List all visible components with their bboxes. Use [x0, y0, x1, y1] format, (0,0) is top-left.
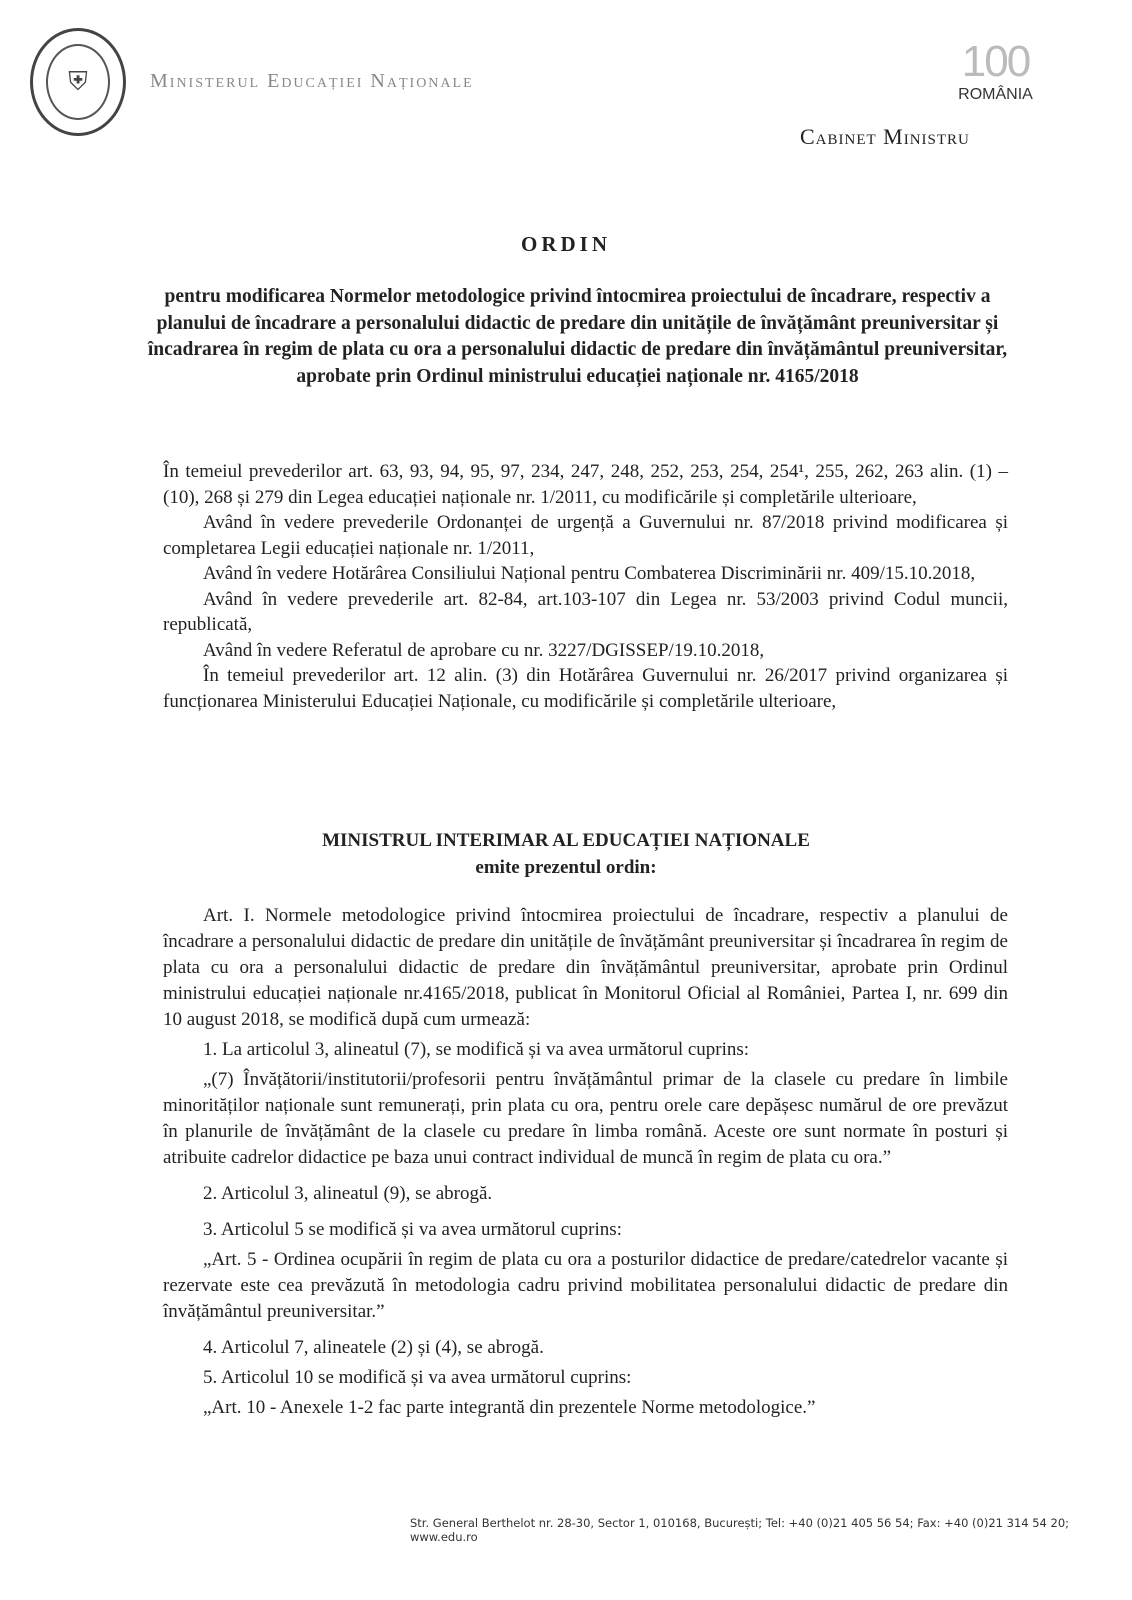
centenary-logo: [948, 38, 1043, 104]
issuer-heading: [0, 827, 1132, 881]
article-paragraph: „Art. 10 - Anexele 1-2 fac parte integrantă din prezentele Norme metodologice.”: [203, 1397, 816, 1418]
article-paragraph: 2. Articolul 3, alineatul (9), se abrogă.: [203, 1183, 493, 1204]
preamble-paragraph: Având în vedere prevederile Ordonanței de urgență a Guvernului nr. 87/2018 privind modificarea și completarea Legii educației naționale nr. 1/2011,: [163, 512, 1008, 559]
preamble-paragraph: Având în vedere Referatul de aprobare cu nr. 3227/DGISSEP/19.10.2018,: [203, 639, 765, 661]
preamble-paragraph: În temeiul prevederilor art. 12 alin. (3) din Hotărârea Guvernului nr. 26/2017 privind organizarea și funcționarea Ministerului Educației Naționale, cu modificările și completările ulterioare,: [163, 665, 1008, 712]
document-title: ORDIN: [520, 232, 611, 256]
ministry-name: Ministerul Educației Naționale: [150, 70, 474, 92]
article-paragraph: „Art. 5 - Ordinea ocupării în regim de plata cu ora a posturilor didactice de predare/catedrelor vacante și rezervate este cea prevăzută în metodologia cadru privind mobilitatea personalului didactic de predare din învățământul preuniversitar.”: [163, 1249, 1008, 1322]
preamble-paragraph: Având în vedere prevederile art. 82-84, art.103-107 din Legea nr. 53/2003 privind Codul muncii, republicată,: [163, 588, 1008, 635]
preamble-paragraph: Având în vedere Hotărârea Consiliului Național pentru Combaterea Discriminării nr. 409/15.10.2018,: [203, 563, 976, 584]
issuer-title: MINISTRUL INTERIMAR AL EDUCAȚIEI NAȚIONALE: [322, 830, 810, 851]
centenary-country: ROMÂNIA: [958, 86, 1033, 103]
article-paragraph: „(7) Învățătorii/institutorii/profesorii pentru învățământul primar de la clasele cu predare în limbile minorităților naționale sunt remunerați, prin plata cu ora, pentru orele care depășesc numărul de ore prevăzut în planurile de învățământ de la clasele cu predare în limba română. Aceste ore sunt normate în posturi și atribuite cadrelor didactice pe baza unui contract individual de muncă în regim de plata cu ora.”: [163, 1069, 1008, 1168]
website-link[interactable]: www.edu.ro: [410, 1530, 478, 1544]
coat-of-arms-icon: ⛨: [46, 44, 110, 120]
article-paragraph: 3. Articolul 5 se modifică și va avea următorul cuprins:: [203, 1219, 622, 1240]
preamble-paragraph: În temeiul prevederilor art. 63, 93, 94, 95, 97, 234, 247, 248, 252, 253, 254, 254¹, 255, 262, 263 alin. (1) – (10), 268 și 279 din Legea educației naționale nr. 1/2011, cu modificările și completările ulterioare,: [163, 461, 1008, 508]
article-paragraph: Art. I. Normele metodologice privind întocmirea proiectului de încadrare, respectiv a planului de încadrare a personalului didactic de predare din unitățile de învățământ preuniversitar și încadrarea în regim de plata cu ora a personalului didactic de predare din învățământul preuniversitar, aprobate prin Ordinul ministrului educației naționale nr.4165/2018, publicat în Monitorul Oficial al României, Partea I, nr. 699 din 10 august 2018, se modifică după cum urmează:: [163, 905, 1008, 1030]
footer-contact: [410, 1516, 1132, 1544]
article-paragraph: 4. Articolul 7, alineatele (2) și (4), se abrogă.: [203, 1337, 544, 1358]
cabinet-label: Cabinet Ministru: [800, 124, 970, 149]
document-subtitle: pentru modificarea Normelor metodologice privind întocmirea proiectului de încadrare, respectiv a planului de încadrare a personalului didactic de predare din unitățile de învățământ preuniversitar și încadrarea în regim de plata cu ora a personalului didactic de predare din învățământul preuniversitar, aprobate prin Ordinul ministrului educației naționale nr. 4165/2018: [147, 286, 1008, 387]
article-paragraph: 1. La articolul 3, alineatul (7), se modifică și va avea următorul cuprins:: [203, 1039, 750, 1060]
issuer-action: emite prezentul ordin:: [475, 857, 657, 878]
preamble: [163, 459, 1008, 714]
order-body: [163, 903, 1008, 1425]
centenary-number: 100: [961, 37, 1030, 86]
footer-address: Str. General Berthelot nr. 28-30, Sector 1, 010168, București; Tel: +40 (0)21 405 56 54; Fax: +40 (0)21 314 54 20;: [410, 1516, 1070, 1530]
article-paragraph: 5. Articolul 10 se modifică și va avea următorul cuprins:: [203, 1367, 632, 1388]
government-seal-logo: [30, 28, 126, 136]
